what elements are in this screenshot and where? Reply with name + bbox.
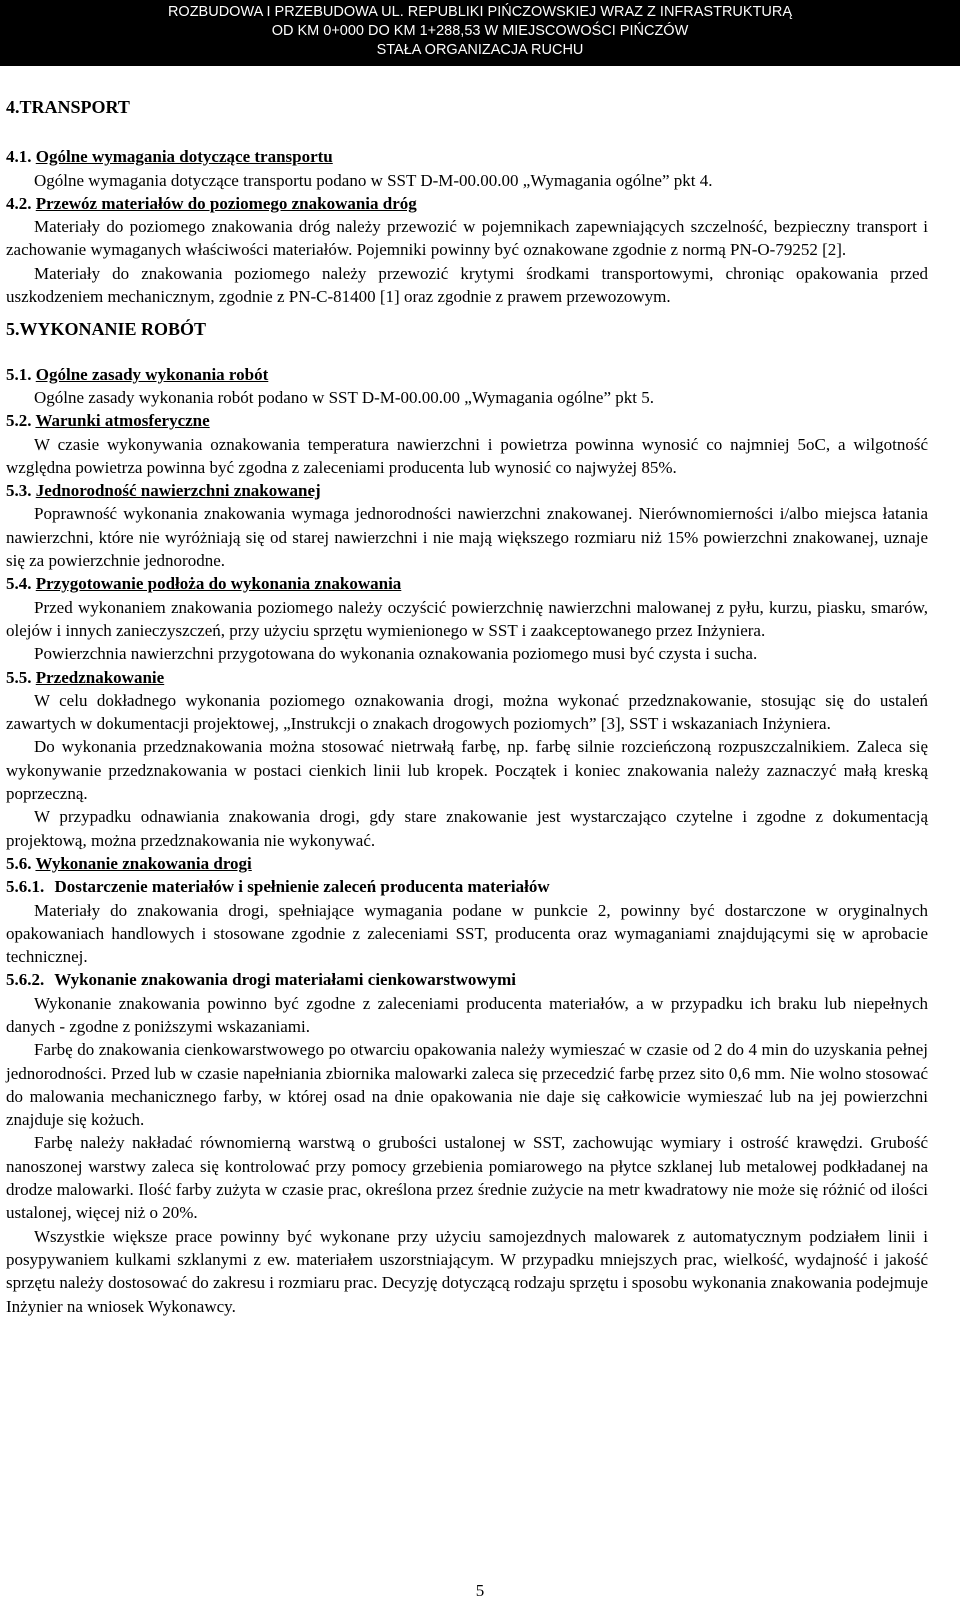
section-title: Ogólne wymagania dotyczące transportu [35,147,333,167]
section-5-6-heading [6,852,928,875]
section-number: 5.6. [6,853,32,873]
section-title: Dostarczenie materiałów i spełnienie zaleceń producenta materiałów [54,877,550,897]
section-number: 5.4. [6,574,32,594]
paragraph: Poprawność wykonania znakowania wymaga jednorodności nawierzchni znakowanej. Nierównomierności i/albo miejsca łatania nawierzchni, które nie wyróżniają się od starej nawierzchni i nie mają większego rozmiaru niż 15% powierzchni znakowanej, uznaje się za powierzchnie jednorodne. [6,504,928,571]
paragraph: Materiały do znakowania drogi, spełniające wymagania podane w punkcie 2, powinny być dostarczone w oryginalnych opakowaniach handlowych i stosowane zgodnie z zaleceniami SST, producenta oraz wymaganiami znajdującymi się w aprobacie technicznej. [6,900,928,967]
section-number: 4.1. [6,147,32,167]
paragraph: Wykonanie znakowania powinno być zgodne z zaleceniami producenta materiałów, a w przypadku ich braku lub niepełnych danych - zgodne z poniższymi wskazaniami. [6,993,928,1036]
document-body [6,96,928,1318]
section-5-4-heading [6,572,928,595]
section-5-5-heading [6,666,928,689]
paragraph: Materiały do znakowania poziomego należy przewozić krytymi środkami transportowymi, chroniąc opakowania przed uszkodzeniem mechanicznym, zgodnie z PN-C-81400 [1] oraz zgodnie z prawem przewozowym. [6,263,928,307]
page-number: 5 [475,1581,485,1600]
section-title: Warunki atmosferyczne [35,411,210,431]
paragraph: Przed wykonaniem znakowania poziomego należy oczyścić powierzchnię nawierzchni malowanej z pyłu, kurzu, piasku, smarów, olejów i innych zanieczyszczeń, przy użyciu sprzętu wymienionego w SST i zaakceptowanego przez Inżyniera. [6,597,928,640]
paragraph: W celu dokładnego wykonania poziomego oznakowania drogi, można wykonać przedznakowanie, stosując się do ustaleń zawartych w dokumentacji projektowej, „Instrukcji o znakach drogowych poziomych” [3], SST i wskazaniach Inżyniera. [6,690,928,734]
paragraph: Farbę do znakowania cienkowarstwowego po otwarciu opakowania należy wymieszać w czasie od 2 do 4 min do uzyskania pełnej jednorodności. Przed lub w czasie napełniania zbiornika malowarki zaleca się przecedzić farbę przez sito 0,6 mm. Nie wolno stosować do malowania mechanicznego farby, w której osad na dnie opakowania nie daje się całkowicie wymieszać lub na jej powierzchni znajduje się kożuch. [6,1040,928,1130]
document-header [0,0,960,66]
section-5-1-heading [6,363,928,386]
paragraph: Do wykonania przedznakowania można stosować nietrwałą farbę, np. farbę silnie rozcieńczoną rozpuszczalnikiem. Zaleca się wykonywanie przedznakowania w postaci cienkich linii lub kropek. Początek i koniec znakowania należy zaznaczyć małą kreską poprzeczną. [6,737,928,804]
section-title: Jednorodność nawierzchni znakowanej [35,481,321,501]
header-line-3: STAŁA ORGANIZACJA RUCHU [376,42,584,58]
paragraph: Farbę należy nakładać równomierną warstwą o grubości ustalonej w SST, zachowując wymiary i ostrość krawędzi. Grubość nanoszonej warstwy zaleca się kontrolować przy pomocy grzebienia pomiarowego na płytce szklanej lub metalowej podkładanej na drodze malowarki. Ilość farby zużyta w czasie prac, określona przez średnie zużycie na metr kwadratowy nie może się różnić od ilości ustalonej, więcej niż o 20%. [6,1133,928,1223]
section-number: 5.6.2. [6,970,45,990]
paragraph: Materiały do poziomego znakowania dróg należy przewozić w pojemnikach zapewniających szczelność, bezpieczny transport i zachowanie wymaganych właściwości materiałów. Pojemniki powinny być oznakowane zgodnie z normą PN-O-79252 [2]. [6,217,928,260]
section-4-2-heading [6,192,928,215]
section-5-6-1-heading [6,875,928,898]
section-5-6-2-heading [6,968,928,991]
section-4-heading: 4.TRANSPORT [6,97,130,117]
section-number: 5.2. [6,411,32,431]
paragraph: Ogólne wymagania dotyczące transportu podano w SST D-M-00.00.00 „Wymagania ogólne” pkt 4. [34,170,713,190]
section-title: Wykonanie znakowania drogi [35,853,252,873]
section-title: Przedznakowanie [35,667,165,687]
header-line-2: OD KM 0+000 DO KM 1+288,53 W MIEJSCOWOŚCI PIŃCZÓW [271,23,689,39]
section-title: Przygotowanie podłoża do wykonania znakowania [35,574,402,594]
section-5-heading: 5.WYKONANIE ROBÓT [6,319,207,340]
section-title: Przewóz materiałów do poziomego znakowania dróg [35,193,417,213]
section-5-3-heading [6,479,928,502]
section-number: 5.3. [6,481,32,501]
section-5-2-heading [6,409,928,432]
section-title: Wykonanie znakowania drogi materiałami cienkowarstwowymi [54,970,517,990]
section-number: 5.5. [6,667,32,687]
paragraph: Ogólne zasady wykonania robót podano w SST D-M-00.00.00 „Wymagania ogólne” pkt 5. [34,387,654,407]
section-number: 5.1. [6,364,32,384]
header-line-1: ROZBUDOWA I PRZEBUDOWA UL. REPUBLIKI PIŃCZOWSKIEJ WRAZ Z INFRASTRUKTURĄ [167,4,793,20]
paragraph: Wszystkie większe prace powinny być wykonane przy użyciu samojezdnych malowarek z automatycznym podziałem linii i posypywaniem kulkami szklanymi z ew. materiałem uszorstniającym. W przypadku mniejszych prac, wielkość, wydajność i jakość sprzętu należy dostosować do zakresu i rozmiaru prac. Decyzję dotyczącą rodzaju sprzętu i sposobu wykonania znakowania podejmuje Inżynier na wniosek Wykonawcy. [6,1226,928,1316]
paragraph: W czasie wykonywania oznakowania temperatura nawierzchni i powietrza powinna wynosić co najmniej 5oC, a wilgotność względna powietrza powinna być zgodna z zaleceniami producenta lub wynosić co najwyżej 85%. [6,434,928,477]
section-number: 5.6.1. [6,877,45,897]
section-title: Ogólne zasady wykonania robót [35,364,269,384]
section-number: 4.2. [6,193,32,213]
paragraph: Powierzchnia nawierzchni przygotowana do wykonania oznakowania poziomego musi być czysta i sucha. [34,644,758,664]
paragraph: W przypadku odnawiania znakowania drogi, gdy stare znakowanie jest wystarczająco czytelne i zgodne z dokumentacją projektową, można przedznakowania nie wykonywać. [6,807,928,850]
section-4-1-heading [6,145,928,168]
